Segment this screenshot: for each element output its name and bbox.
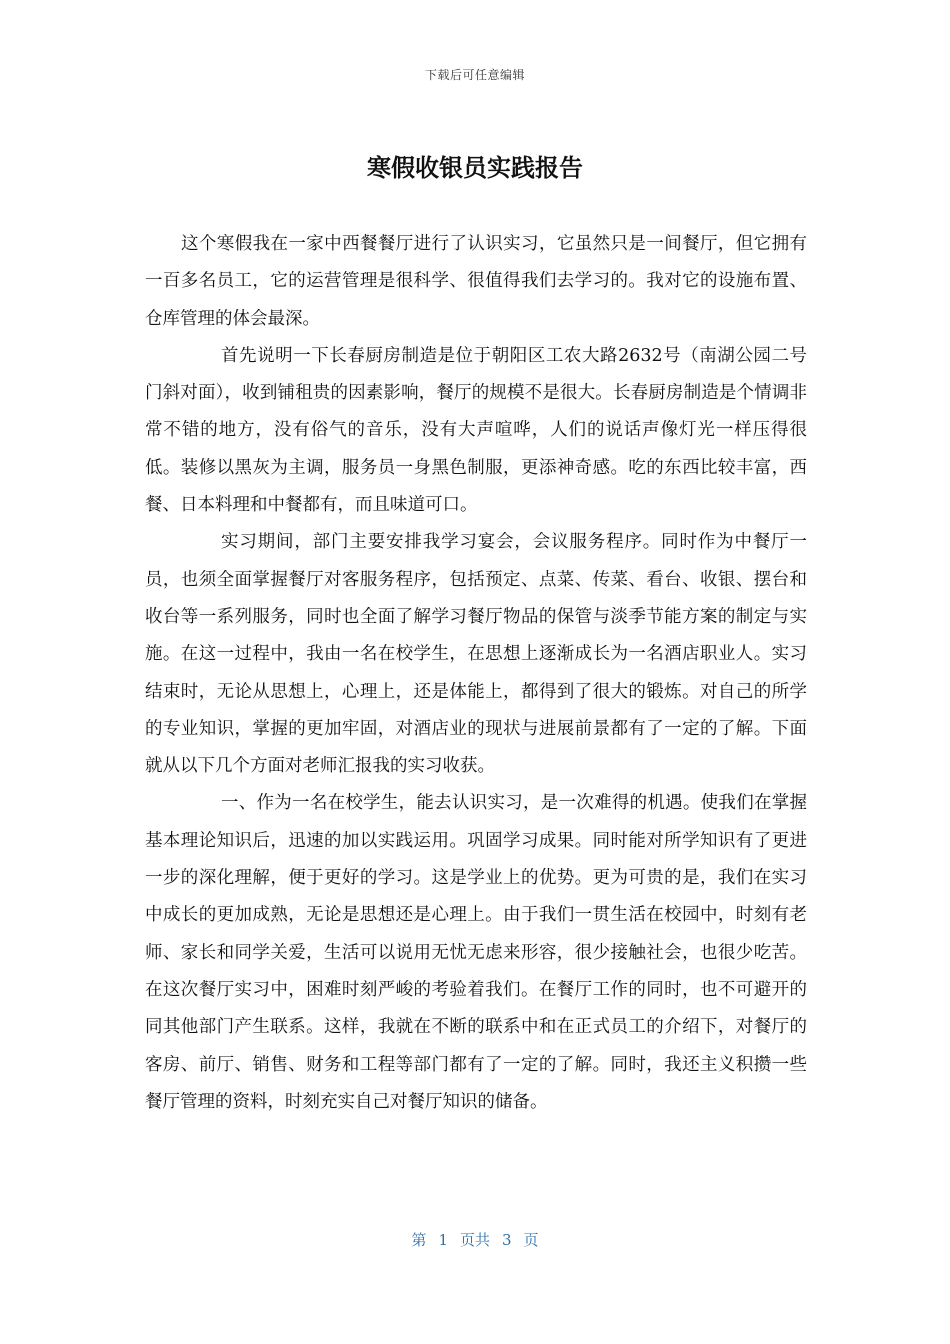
paragraph-1: 这个寒假我在一家中西餐餐厅进行了认识实习，它虽然只是一间餐厅，但它拥有一百多名员工，它的运营管理是很科学、很值得我们去学习的。我对它的设施布置、仓库管理的体会最深。 [145,234,807,329]
document-body [145,226,807,1121]
footer-middle: 页共 [459,1231,490,1249]
footer-page-number: 1 [438,1231,448,1249]
paragraph-4: 一、作为一名在校学生，能去认识实习，是一次难得的机遇。使我们在掌握基本理论知识后，迅速的加以实践运用。巩固学习成果。同时能对所学知识有了更进一步的深化理解，便于更好的学习。这是学业上的优势。更为可贵的是，我们在实习中成长的更加成熟，无论是思想还是心理上。由于我们一贯生活在校园中，时刻有老师、家长和同学关爱，生活可以说用无忧无虑来形容，很少接触社会，也很少吃苦。在这次餐厅实习中，困难时刻严峻的考验着我们。在餐厅工作的同时，也不可避开的同其他部门产生联系。这样，我就在不断的联系中和在正式员工的介绍下，对餐厅的客房、前厅、销售、财务和工程等部门都有了一定的了解。同时，我还主义积攒一些餐厅管理的资料，时刻充实自己对餐厅知识的储备。 [145,793,807,1112]
footer-suffix: 页 [523,1231,539,1249]
paragraph-2: 首先说明一下长春厨房制造是位于朝阳区工农大路2632号（南湖公园二号门斜对面），收到铺租贵的因素影响，餐厅的规模不是很大。长春厨房制造是个情调非常不错的地方，没有俗气的音乐，没有大声喧哗，人们的说话声像灯光一样压得很低。装修以黑灰为主调，服务员一身黑色制服，更添神奇感。吃的东西比较丰富，西餐、日本料理和中餐都有，而且味道可口。 [145,345,807,516]
document-title: 寒假收银员实践报告 [367,154,583,182]
paragraph-3: 实习期间，部门主要安排我学习宴会，会议服务程序。同时作为中餐厅一员，也须全面掌握餐厅对客服务程序，包括预定、点菜、传菜、看台、收银、摆台和收台等一系列服务，同时也全面了解学习餐厅物品的保管与淡季节能方案的制定与实施。在这一过程中，我由一名在校学生，在思想上逐渐成长为一名酒店职业人。实习结束时，无论从思想上，心理上，还是体能上，都得到了很大的锻炼。对自己的所学的专业知识，掌握的更加牢固，对酒店业的现状与进展前景都有了一定的了解。下面就从以下几个方面对老师汇报我的实习收获。 [145,532,807,777]
footer-prefix: 第 [411,1231,427,1249]
page-footer [0,1229,950,1250]
header-note: 下载后可任意编辑 [424,68,525,82]
footer-total-pages: 3 [502,1231,512,1249]
